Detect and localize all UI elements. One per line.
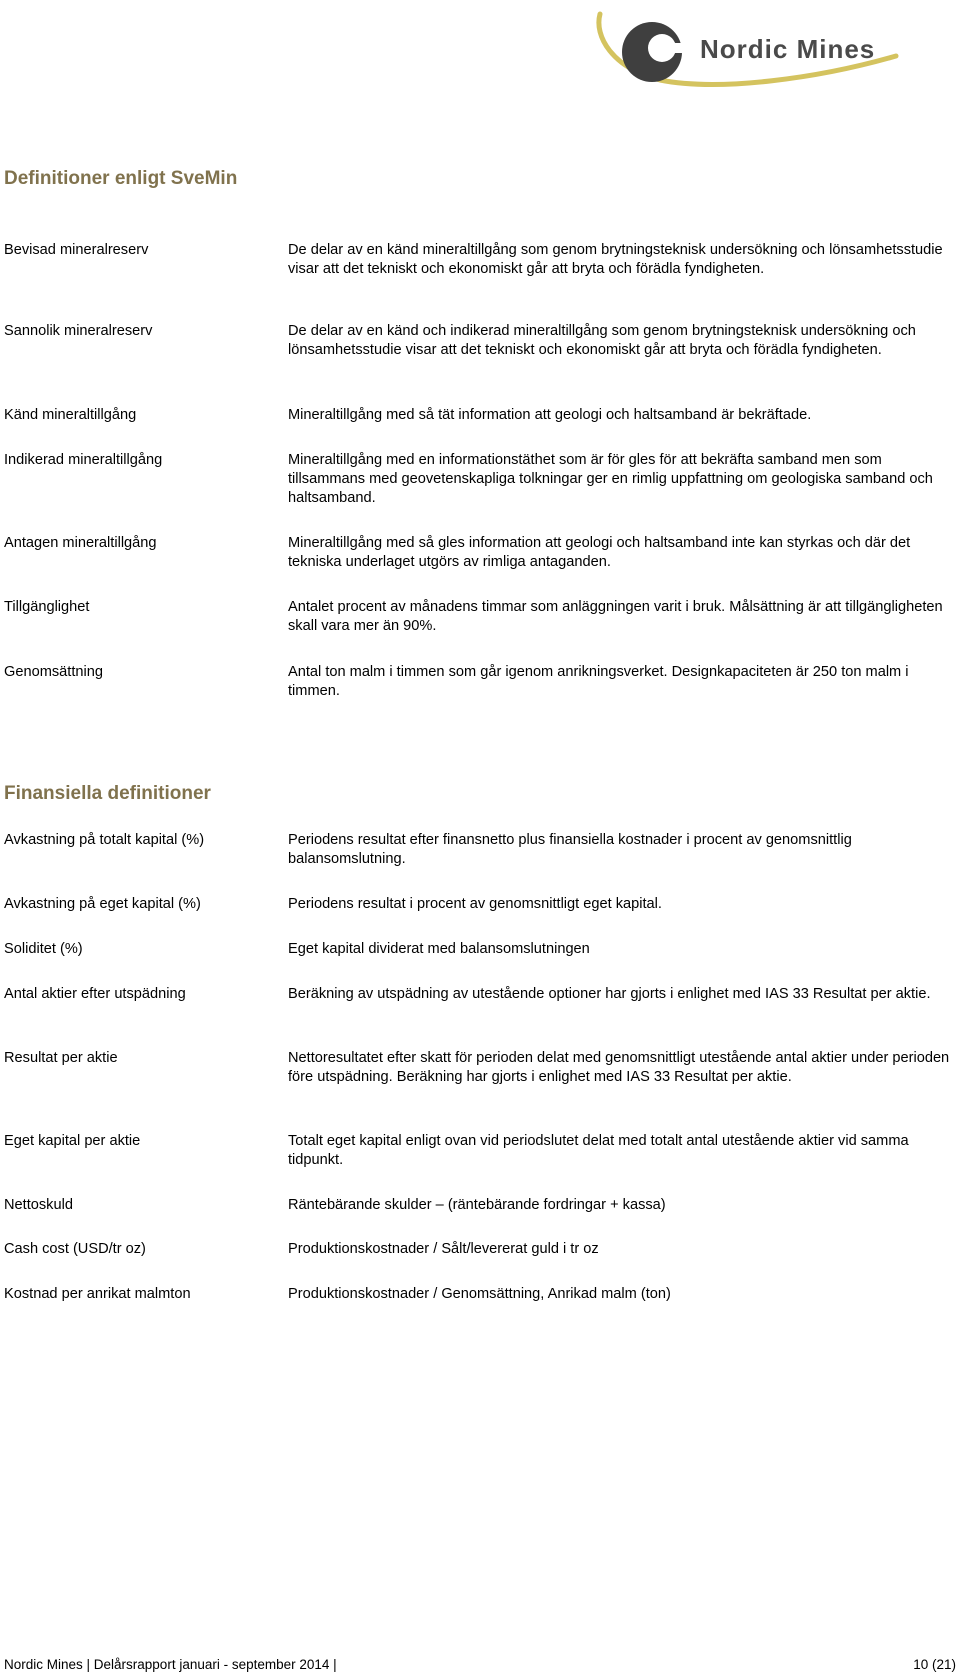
definition-row <box>4 406 959 451</box>
definition-description: Mineraltillgång med så tät information att geologi och haltsamband är bekräftade. <box>288 407 812 423</box>
definition-description: Beräkning av utspädning av utestående optioner har gjorts i enlighet med IAS 33 Resultat per aktie. <box>288 986 931 1002</box>
definition-description: Räntebärande skulder – (räntebärande fordringar + kassa) <box>288 1197 666 1213</box>
definition-term: Bevisad mineralreserv <box>4 242 149 258</box>
definition-description: Eget kapital dividerat med balansomslutningen <box>288 941 590 957</box>
definition-term: Antagen mineraltillgång <box>4 535 157 551</box>
definition-description: Totalt eget kapital enligt ovan vid periodslutet delat med totalt antal utestående aktier vid samma tidpunkt. <box>288 1133 909 1168</box>
definition-term: Soliditet (%) <box>4 941 83 957</box>
definition-description: Antalet procent av månadens timmar som anläggningen varit i bruk. Målsättning är att tillgängligheten skall vara mer än 90%. <box>288 599 943 634</box>
definition-description: Mineraltillgång med en informationstäthet som är för gles för att bekräfta samband men som tillsammans med geovetenskapliga tolkningar ger en rimlig uppfattning om geologiska samband och haltsamband. <box>288 452 933 506</box>
definition-row <box>4 1196 959 1240</box>
definition-term: Nettoskuld <box>4 1197 73 1213</box>
definition-row <box>4 534 959 598</box>
definition-term: Kostnad per anrikat malmton <box>4 1286 191 1302</box>
definition-term: Avkastning på eget kapital (%) <box>4 896 201 912</box>
definition-description: Produktionskostnader / Sålt/levererat guld i tr oz <box>288 1241 599 1257</box>
definition-term: Antal aktier efter utspädning <box>4 986 186 1002</box>
logo-wordmark: Nordic Mines <box>700 34 876 64</box>
definition-description: Antal ton malm i timmen som går igenom anrikningsverket. Designkapaciteten är 250 ton malm i timmen. <box>288 664 909 699</box>
definition-row <box>4 1049 959 1132</box>
definition-row <box>4 895 959 940</box>
definition-row <box>4 985 959 1049</box>
definition-description: De delar av en känd mineraltillgång som genom brytningsteknisk undersökning och lönsamhetsstudie visar att det tekniskt och ekonomiskt går att bryta och förädla fyndigheten. <box>288 242 943 277</box>
definition-row <box>4 1285 959 1304</box>
definition-row <box>4 451 959 534</box>
financial-definition-list <box>4 831 959 1304</box>
definition-description: De delar av en känd och indikerad mineraltillgång som genom brytningsteknisk undersökning och lönsamhetsstudie visar att det tekniskt och ekonomiskt går att bryta och förädla fyndigheten. <box>288 323 916 358</box>
definition-row <box>4 598 959 663</box>
footer-report-title: Nordic Mines | Delårsrapport januari - september 2014 | <box>4 1657 337 1672</box>
definition-row <box>4 1132 959 1196</box>
definition-description: Periodens resultat i procent av genomsnittligt eget kapital. <box>288 896 662 912</box>
definition-term: Sannolik mineralreserv <box>4 323 153 339</box>
definition-row <box>4 241 959 322</box>
definition-row <box>4 940 959 985</box>
definition-row <box>4 663 959 701</box>
definition-term: Cash cost (USD/tr oz) <box>4 1241 146 1257</box>
definition-term: Avkastning på totalt kapital (%) <box>4 832 205 848</box>
definition-term: Eget kapital per aktie <box>4 1133 141 1149</box>
page-number: 10 (21) <box>913 1657 956 1672</box>
definition-description: Periodens resultat efter finansnetto plus finansiella kostnader i procent av genomsnittlig balansomslutning. <box>288 832 852 867</box>
section-title-financial: Finansiella definitioner <box>4 783 211 804</box>
definition-term: Genomsättning <box>4 664 103 680</box>
section-title-svemin: Definitioner enligt SveMin <box>4 168 238 189</box>
definition-term: Känd mineraltillgång <box>4 407 137 423</box>
definition-term: Tillgänglighet <box>4 599 90 615</box>
definition-term: Resultat per aktie <box>4 1050 118 1066</box>
definition-row <box>4 1240 959 1285</box>
definition-row <box>4 831 959 895</box>
definition-description: Produktionskostnader / Genomsättning, Anrikad malm (ton) <box>288 1286 671 1302</box>
definition-term: Indikerad mineraltillgång <box>4 452 163 468</box>
definition-description: Mineraltillgång med så gles information att geologi och haltsamband inte kan styrkas och där det tekniska underlaget utgörs av rimliga antaganden. <box>288 535 911 570</box>
svemin-definition-list <box>4 241 959 701</box>
definition-description: Nettoresultatet efter skatt för perioden delat med genomsnittligt utestående antal aktier under perioden före utspädning. Beräkning har gjorts i enlighet med IAS 33 Resultat per aktie. <box>288 1050 950 1085</box>
nordic-mines-logo <box>590 6 906 102</box>
definition-row <box>4 322 959 406</box>
